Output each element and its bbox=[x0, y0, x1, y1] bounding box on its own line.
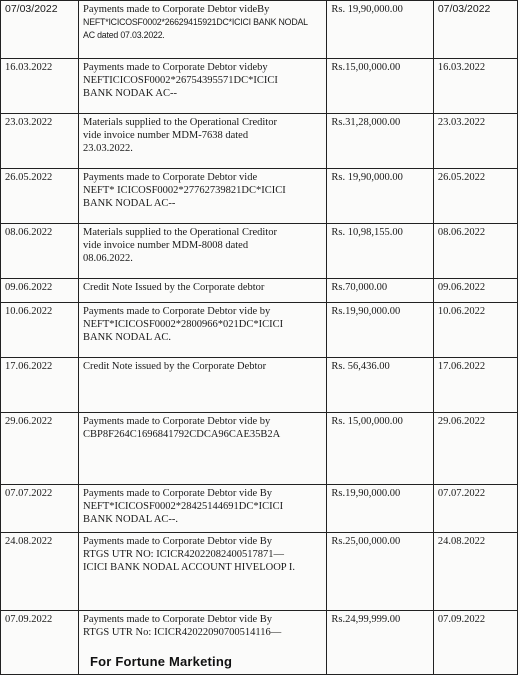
description-line: Payments made to Corporate Debtor vide by bbox=[83, 416, 271, 427]
description-line: Payments made to Corporate Debtor vide By bbox=[83, 488, 273, 499]
table-row bbox=[1, 485, 518, 533]
row-date-repeat: 07.09.2022 bbox=[433, 611, 517, 675]
row-amount: Rs.24,99,999.00 bbox=[327, 611, 433, 675]
table-row bbox=[1, 358, 518, 413]
description-line: Credit Note issued by the Corporate Debtor bbox=[83, 361, 267, 372]
row-amount: Rs.19,90,000.00 bbox=[327, 485, 433, 533]
row-date: 08.06.2022 bbox=[1, 224, 79, 279]
table-row bbox=[1, 169, 518, 224]
description-line: Payments made to Corporate Debtor videBy bbox=[83, 4, 270, 15]
table-row bbox=[1, 279, 518, 303]
description-line: BANK NODAL AC. bbox=[83, 332, 172, 343]
description-line: vide invoice number MDM-7638 dated bbox=[83, 130, 249, 141]
row-date-repeat: 29.06.2022 bbox=[433, 413, 517, 485]
table-row bbox=[1, 224, 518, 279]
description-line: NEFT* ICICOSF0002*27762739821DC*ICICI bbox=[83, 185, 286, 196]
description-line: 08.06.2022. bbox=[83, 253, 133, 264]
row-description bbox=[79, 413, 327, 485]
row-amount: Rs. 19,90,000.00 bbox=[327, 169, 433, 224]
row-date-repeat: 17.06.2022 bbox=[433, 358, 517, 413]
row-amount: Rs.15,00,000.00 bbox=[327, 59, 433, 114]
description-line: Credit Note Issued by the Corporate debtor bbox=[83, 282, 265, 293]
row-description bbox=[79, 114, 327, 169]
row-date: 29.06.2022 bbox=[1, 413, 79, 485]
row-date: 16.03.2022 bbox=[1, 59, 79, 114]
row-amount: Rs.70,000.00 bbox=[327, 279, 433, 303]
row-amount: Rs.25,00,000.00 bbox=[327, 533, 433, 611]
row-description bbox=[79, 224, 327, 279]
row-date: 26.05.2022 bbox=[1, 169, 79, 224]
row-amount: Rs.31,28,000.00 bbox=[327, 114, 433, 169]
row-description bbox=[79, 358, 327, 413]
row-date-repeat: 16.03.2022 bbox=[433, 59, 517, 114]
description-line: RTGS UTR NO: ICICR42022082400517871— bbox=[83, 549, 284, 560]
description-line: vide invoice number MDM-8008 dated bbox=[83, 240, 249, 251]
signature-text: For Fortune Marketing bbox=[90, 654, 233, 669]
description-line: Payments made to Corporate Debtor vide By bbox=[83, 614, 273, 625]
row-date: 10.06.2022 bbox=[1, 303, 79, 358]
row-date-repeat: 10.06.2022 bbox=[433, 303, 517, 358]
row-date: 17.06.2022 bbox=[1, 358, 79, 413]
row-description bbox=[79, 279, 327, 303]
description-line: RTGS UTR No: ICICR42022090700514116— bbox=[83, 627, 282, 638]
table-row bbox=[1, 1, 518, 59]
row-amount: Rs. 15,00,000.00 bbox=[327, 413, 433, 485]
row-date: 24.08.2022 bbox=[1, 533, 79, 611]
description-line: BANK NODAL AC--. bbox=[83, 514, 179, 525]
description-line: AC dated 07.03.2022. bbox=[83, 30, 165, 40]
description-line: Materials supplied to the Operational Creditor bbox=[83, 117, 277, 128]
table-row bbox=[1, 114, 518, 169]
row-date: 07.07.2022 bbox=[1, 485, 79, 533]
description-line: BANK NODAK AC-- bbox=[83, 88, 177, 99]
table-row bbox=[1, 413, 518, 485]
description-line: BANK NODAL AC-- bbox=[83, 198, 176, 209]
transactions-table-body bbox=[1, 1, 518, 675]
row-amount: Rs.19,90,000.00 bbox=[327, 303, 433, 358]
description-line: NEFTICICOSF0002*26754395571DC*ICICI bbox=[83, 75, 278, 86]
row-amount: Rs. 10,98,155.00 bbox=[327, 224, 433, 279]
description-line: CBP8F264C1696841792CDCA96CAE35B2A bbox=[83, 429, 281, 440]
description-line: Payments made to Corporate Debtor videby bbox=[83, 62, 268, 73]
row-description bbox=[79, 1, 327, 59]
description-line: ICICI BANK NODAL ACCOUNT HIVELOOP I. bbox=[83, 562, 295, 573]
row-date: 07/03/2022 bbox=[1, 1, 79, 59]
row-date-repeat: 07.07.2022 bbox=[433, 485, 517, 533]
description-line: NEFT*ICICOSF0002*2800966*021DC*ICICI bbox=[83, 319, 284, 330]
row-amount: Rs. 56,436.00 bbox=[327, 358, 433, 413]
row-description bbox=[79, 169, 327, 224]
row-date-repeat: 24.08.2022 bbox=[433, 533, 517, 611]
description-line: NEFT*ICICOSF0002*28425144691DC*ICICI bbox=[83, 501, 284, 512]
row-description bbox=[79, 59, 327, 114]
row-date: 09.06.2022 bbox=[1, 279, 79, 303]
row-description bbox=[79, 533, 327, 611]
table-row bbox=[1, 611, 518, 675]
row-date-repeat: 09.06.2022 bbox=[433, 279, 517, 303]
row-date: 07.09.2022 bbox=[1, 611, 79, 675]
row-date-repeat: 23.03.2022 bbox=[433, 114, 517, 169]
description-line: 23.03.2022. bbox=[83, 143, 133, 154]
table-row bbox=[1, 533, 518, 611]
row-description bbox=[79, 303, 327, 358]
row-description bbox=[79, 485, 327, 533]
row-date-repeat: 26.05.2022 bbox=[433, 169, 517, 224]
description-line: Materials supplied to the Operational Creditor bbox=[83, 227, 277, 238]
table-row bbox=[1, 59, 518, 114]
description-line: Payments made to Corporate Debtor vide By bbox=[83, 536, 273, 547]
row-date-repeat: 08.06.2022 bbox=[433, 224, 517, 279]
description-line: NEFT*ICICOSF0002*26629415921DC*ICICI BANK NODAL bbox=[83, 17, 308, 27]
row-date-repeat: 07/03/2022 bbox=[433, 1, 517, 59]
description-line: Payments made to Corporate Debtor vide by bbox=[83, 306, 271, 317]
row-amount: Rs. 19,90,000.00 bbox=[327, 1, 433, 59]
row-date: 23.03.2022 bbox=[1, 114, 79, 169]
table-row bbox=[1, 303, 518, 358]
description-line: Payments made to Corporate Debtor vide bbox=[83, 172, 258, 183]
